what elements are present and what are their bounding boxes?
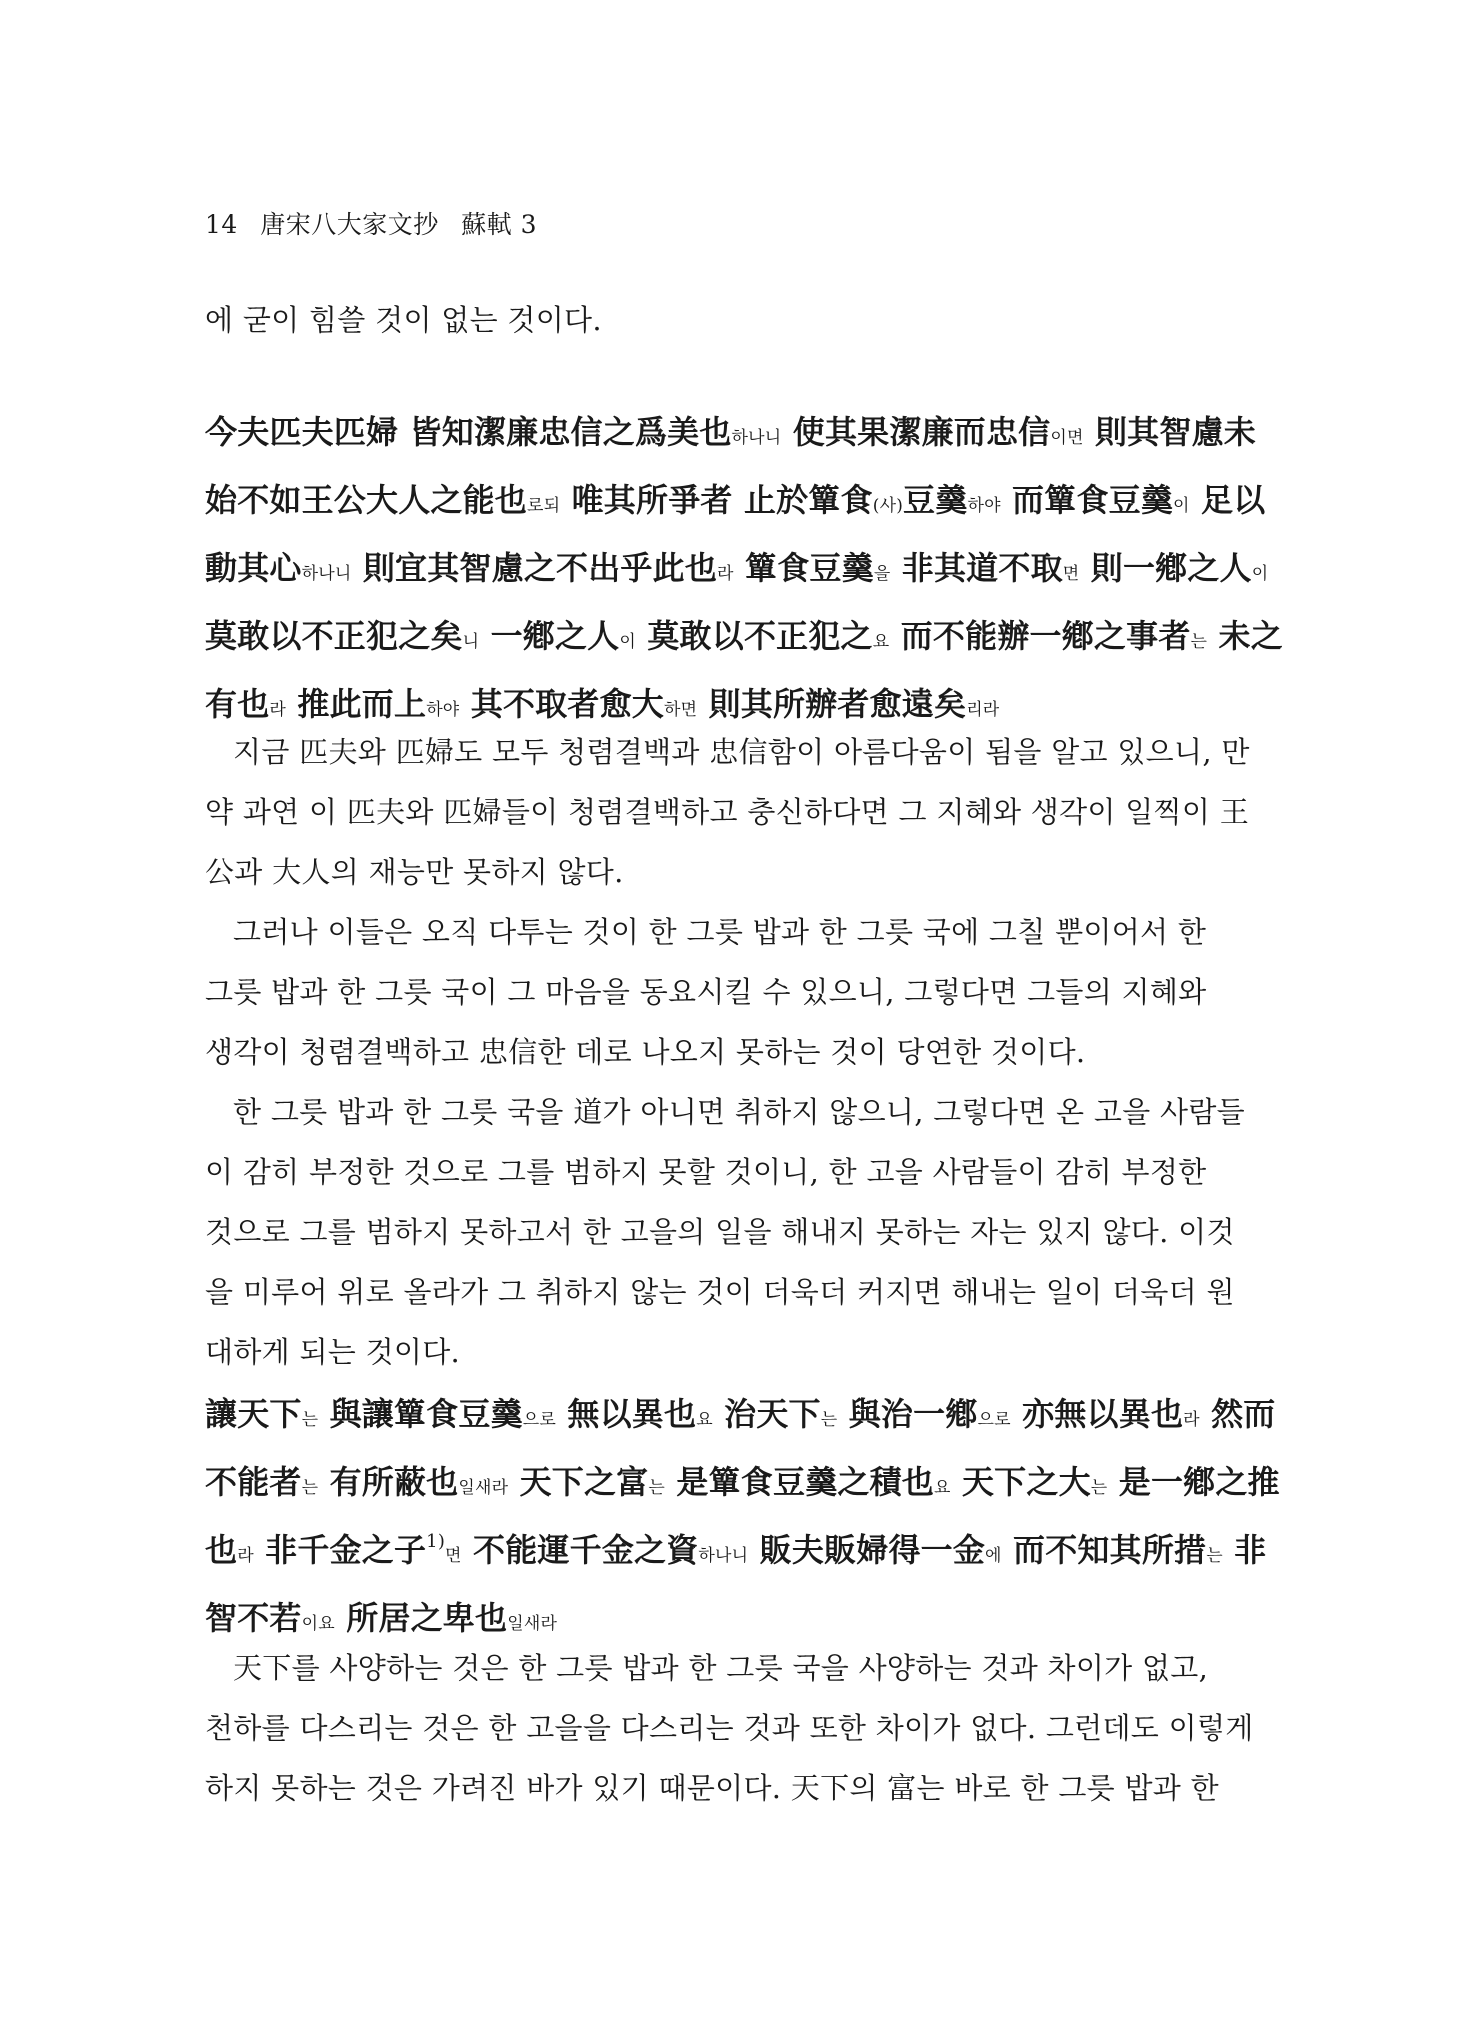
hangul-particle: 는: [1090, 1478, 1108, 1498]
hangul-particle: 는: [1206, 1546, 1223, 1566]
hangul-particle: 하나니: [698, 1546, 749, 1566]
translation-line: 이 감히 부정한 것으로 그를 범하지 못할 것이니, 한 고을 사람들이 감히 부정한: [205, 1155, 1207, 1189]
hangul-particle: 이: [1173, 496, 1190, 516]
hanja-segment: 則其智慮未: [1083, 413, 1256, 451]
hangul-particle: 하나니: [301, 564, 352, 584]
hangul-particle: 라: [269, 700, 287, 720]
author-volume: 蘇軾 3: [461, 210, 538, 239]
hanja-segment: 讓天下: [205, 1395, 302, 1433]
hanja-segment: 販夫販婦得一金: [748, 1531, 986, 1569]
translation-line: 대하게 되는 것이다.: [205, 1335, 461, 1369]
translation-line: 것으로 그를 범하지 못하고서 한 고을의 일을 해내지 못하는 자는 있지 않다. 이것: [205, 1215, 1235, 1249]
hangul-particle: 는: [301, 1478, 319, 1498]
classical-line: [205, 602, 1283, 670]
hanja-segment: 智不若: [205, 1599, 302, 1637]
hangul-particle: 라: [717, 564, 734, 584]
hanja-segment: 是簞食豆羹之積也: [665, 1463, 934, 1501]
hangul-particle: 일새라: [458, 1478, 509, 1498]
hanja-segment: 亦無以異也: [1010, 1395, 1184, 1433]
translation-line: 한 그릇 밥과 한 그릇 국을 道가 아니면 취하지 않으니, 그렇다면 온 고을 사람들: [233, 1095, 1245, 1129]
translation-line: 을 미루어 위로 올라가 그 취하지 않는 것이 더욱더 커지면 해내는 일이 더욱더 원: [205, 1275, 1235, 1309]
intro-paragraph: [205, 290, 1280, 350]
translation-line: 그러나 이들은 오직 다투는 것이 한 그릇 밥과 한 그릇 국에 그칠 뿐이어서 한: [233, 915, 1207, 949]
translation-line: 公과 大人의 재능만 못하지 않다.: [205, 855, 624, 889]
hangul-particle: 는: [301, 1410, 319, 1430]
hangul-particle: 에: [985, 1546, 1002, 1566]
hanja-segment: 而不能辦一鄕之事者: [889, 617, 1191, 655]
hanja-segment: 莫敢以不正犯之矣: [205, 617, 463, 655]
hangul-particle: 요: [934, 1478, 951, 1498]
hanja-segment: 非千金之子: [253, 1531, 427, 1569]
translation-block-2: [205, 1638, 1280, 1818]
hangul-particle: 요: [696, 1410, 713, 1430]
classical-line: [205, 398, 1280, 466]
hanja-segment: 一鄕之人: [479, 617, 620, 655]
translation-line: 지금 匹夫와 匹婦도 모두 청렴결백과 忠信함이 아름다움이 됨을 알고 있으니, 만: [233, 735, 1250, 769]
classical-text-block-2: [205, 1380, 1280, 1652]
hanja-segment: 而簞食豆羹: [1000, 481, 1174, 519]
hangul-particle: 니: [462, 632, 480, 652]
hanja-segment: 則宜其智慮之不出乎此也: [351, 549, 718, 587]
hangul-particle: 이면: [1050, 428, 1084, 448]
hanja-segment: 簞食豆羹: [733, 549, 874, 587]
translation-line: 생각이 청렴결백하고 忠信한 데로 나오지 못하는 것이 당연한 것이다.: [205, 1035, 1086, 1069]
hangul-particle: 을: [873, 564, 891, 584]
translation-line: 그릇 밥과 한 그릇 국이 그 마음을 동요시킬 수 있으니, 그렇다면 그들의 지혜와: [205, 975, 1207, 1009]
hanja-segment: 與治一鄕: [837, 1395, 978, 1433]
classical-line: [205, 1448, 1280, 1516]
hanja-segment: 無以異也: [556, 1395, 697, 1433]
hanja-segment: 未之: [1207, 617, 1283, 655]
translation-line: 天下를 사양하는 것은 한 그릇 밥과 한 그릇 국을 사양하는 것과 차이가 없고,: [233, 1651, 1209, 1685]
hanja-segment: 其不取者愈大: [459, 685, 664, 723]
hangul-particle: 는: [1190, 632, 1208, 652]
hangul-particle: 라: [237, 1546, 254, 1566]
hanja-segment: 有所蔽也: [318, 1463, 459, 1501]
hanja-segment: 則一鄕之人: [1079, 549, 1252, 587]
hanja-segment: 推此而上: [286, 685, 427, 723]
hanja-segment: 治天下: [712, 1395, 821, 1433]
hanja-segment: 今夫匹夫匹婦 皆知潔廉忠信之爲美也: [205, 413, 732, 451]
hanja-segment: 與讓簞食豆羹: [318, 1395, 523, 1433]
hangul-particle: 로되: [527, 496, 561, 516]
hanja-segment: 使其果潔廉而忠信: [781, 413, 1051, 451]
hanja-segment: 始不如王公大人之能也: [205, 481, 528, 519]
hangul-particle: 리라: [966, 700, 1000, 720]
hanja-segment: 非: [1222, 1531, 1267, 1569]
hanja-segment: 是一鄕之推: [1107, 1463, 1280, 1501]
classical-text-block-1: [205, 398, 1283, 738]
hanja-segment: 足以: [1189, 481, 1266, 519]
classical-line: [205, 466, 1280, 534]
translation-line: 약 과연 이 匹夫와 匹婦들이 청렴결백하고 충신하다면 그 지혜와 생각이 일찍이 王: [205, 795, 1249, 829]
hanja-segment: 有也: [205, 685, 270, 723]
hangul-particle: 면: [1062, 564, 1080, 584]
hangul-particle: 이요: [301, 1614, 335, 1634]
hanja-segment: 不能運千金之資: [461, 1531, 699, 1569]
hangul-particle: 하면: [663, 700, 698, 720]
hangul-particle: 하야: [967, 496, 1001, 516]
hangul-particle: 요: [872, 632, 890, 652]
footnote-marker: 1): [426, 1531, 446, 1552]
hangul-particle: 으로: [522, 1410, 557, 1430]
translation-block-1: [205, 722, 1280, 1382]
hanja-segment: 所居之卑也: [334, 1599, 508, 1637]
hanja-segment: 然而: [1199, 1395, 1276, 1433]
hanja-segment: 莫敢以不正犯之: [636, 617, 873, 655]
classical-line: [205, 534, 1280, 602]
hanja-segment: 天下之大: [950, 1463, 1091, 1501]
hanja-segment: 而不知其所措: [1001, 1531, 1207, 1569]
hangul-particle: 으로: [977, 1410, 1011, 1430]
hangul-particle: 일새라: [507, 1614, 558, 1634]
hangul-particle: (사): [872, 496, 904, 516]
hangul-particle: 는: [648, 1478, 666, 1498]
hangul-particle: 이: [1251, 564, 1269, 584]
translation-line: 하지 못하는 것은 가려진 바가 있기 때문이다. 天下의 富는 바로 한 그릇 밥과 한: [205, 1771, 1219, 1805]
hanja-segment: 不能者: [205, 1463, 302, 1501]
classical-line: [205, 1516, 1280, 1584]
hanja-segment: 也: [205, 1531, 238, 1569]
hangul-particle: 라: [1183, 1410, 1200, 1430]
translation-line: 천하를 다스리는 것은 한 고을을 다스리는 것과 또한 차이가 없다. 그런데도 이렇게: [205, 1711, 1254, 1745]
hangul-particle: 하나니: [731, 428, 782, 448]
page-header: [205, 205, 551, 241]
hanja-segment: 非其道不取: [890, 549, 1063, 587]
book-title: 唐宋八大家文抄: [260, 210, 439, 239]
hanja-segment: 則其所辦者愈遠矣: [697, 685, 967, 723]
page-number: 14: [205, 210, 238, 239]
hangul-particle: 는: [820, 1410, 838, 1430]
hanja-segment: 豆羹: [903, 481, 968, 519]
hangul-particle: 이: [619, 632, 637, 652]
hangul-particle: 면: [445, 1546, 462, 1566]
hangul-particle: 하야: [426, 700, 460, 720]
hanja-segment: 動其心: [205, 549, 302, 587]
hanja-segment: 唯其所爭者 止於簞食: [560, 481, 873, 519]
classical-line: [205, 1380, 1280, 1448]
intro-line: 에 굳이 힘쓸 것이 없는 것이다.: [205, 303, 602, 337]
hanja-segment: 天下之富: [508, 1463, 649, 1501]
